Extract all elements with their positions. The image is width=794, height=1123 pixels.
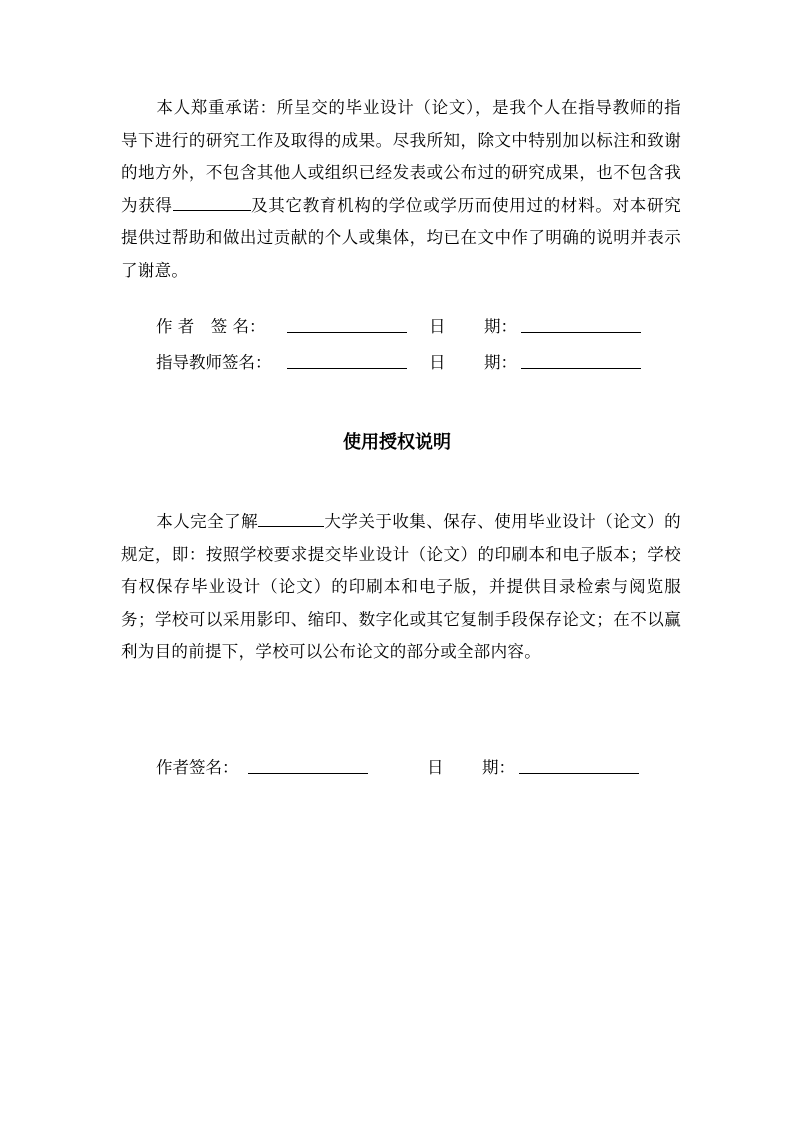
advisor-signature-line[interactable] bbox=[287, 350, 407, 369]
author-date-line[interactable] bbox=[521, 314, 641, 333]
authorization-author-label: 作者签名： bbox=[156, 758, 239, 777]
originality-declaration bbox=[121, 92, 681, 287]
authorization-author-line[interactable] bbox=[248, 755, 368, 774]
author-signature-label: 作 者 签 名： bbox=[156, 317, 266, 336]
authorization-heading: 使用授权说明 bbox=[343, 432, 451, 453]
author-date-label-qi: 期： bbox=[484, 317, 517, 336]
author-signature-line[interactable] bbox=[287, 314, 407, 333]
authorization-date-label-ri: 日 bbox=[427, 758, 444, 777]
advisor-date-line[interactable] bbox=[521, 350, 641, 369]
authorization-text-part1: 本人完全了解 bbox=[156, 512, 259, 531]
institution-blank[interactable] bbox=[173, 192, 251, 211]
declaration-text-part2: 及其它教育机构的学位或学历而使用过的材料。对本研究提供过帮助和做出过贡献的个人或集体，均已在文中作了明确的说明并表示了谢意。 bbox=[121, 195, 682, 280]
authorization-statement bbox=[121, 506, 681, 669]
author-date-label-ri: 日 bbox=[429, 317, 446, 336]
authorization-date-line[interactable] bbox=[519, 755, 639, 774]
university-blank[interactable] bbox=[258, 508, 324, 527]
authorization-text-part2: 大学关于收集、保存、使用毕业设计（论文）的规定，即：按照学校要求提交毕业设计（论文）的印刷本和电子版本；学校有权保存毕业设计（论文）的印刷本和电子版，并提供目录检索与阅览服务；学校可以采用影印、缩印、数字化或其它复制手段保存论文；在不以赢利为目的前提下，学校可以公布论文的部分或全部内容。 bbox=[121, 512, 681, 661]
declaration-text-part1: 本人郑重承诺：所呈交的毕业设计（论文），是我个人在指导教师的指导下进行的研究工作及取得的成果。尽我所知，除文中特别加以标注和致谢的地方外，不包含其他人或组织已经发表或公布过的研究成果，也不包含我为获得 bbox=[121, 98, 681, 215]
authorization-date-label-qi: 期： bbox=[482, 758, 515, 777]
advisor-date-label-qi: 期： bbox=[484, 353, 517, 372]
advisor-date-label-ri: 日 bbox=[429, 353, 446, 372]
advisor-signature-label: 指导教师签名： bbox=[156, 353, 272, 372]
